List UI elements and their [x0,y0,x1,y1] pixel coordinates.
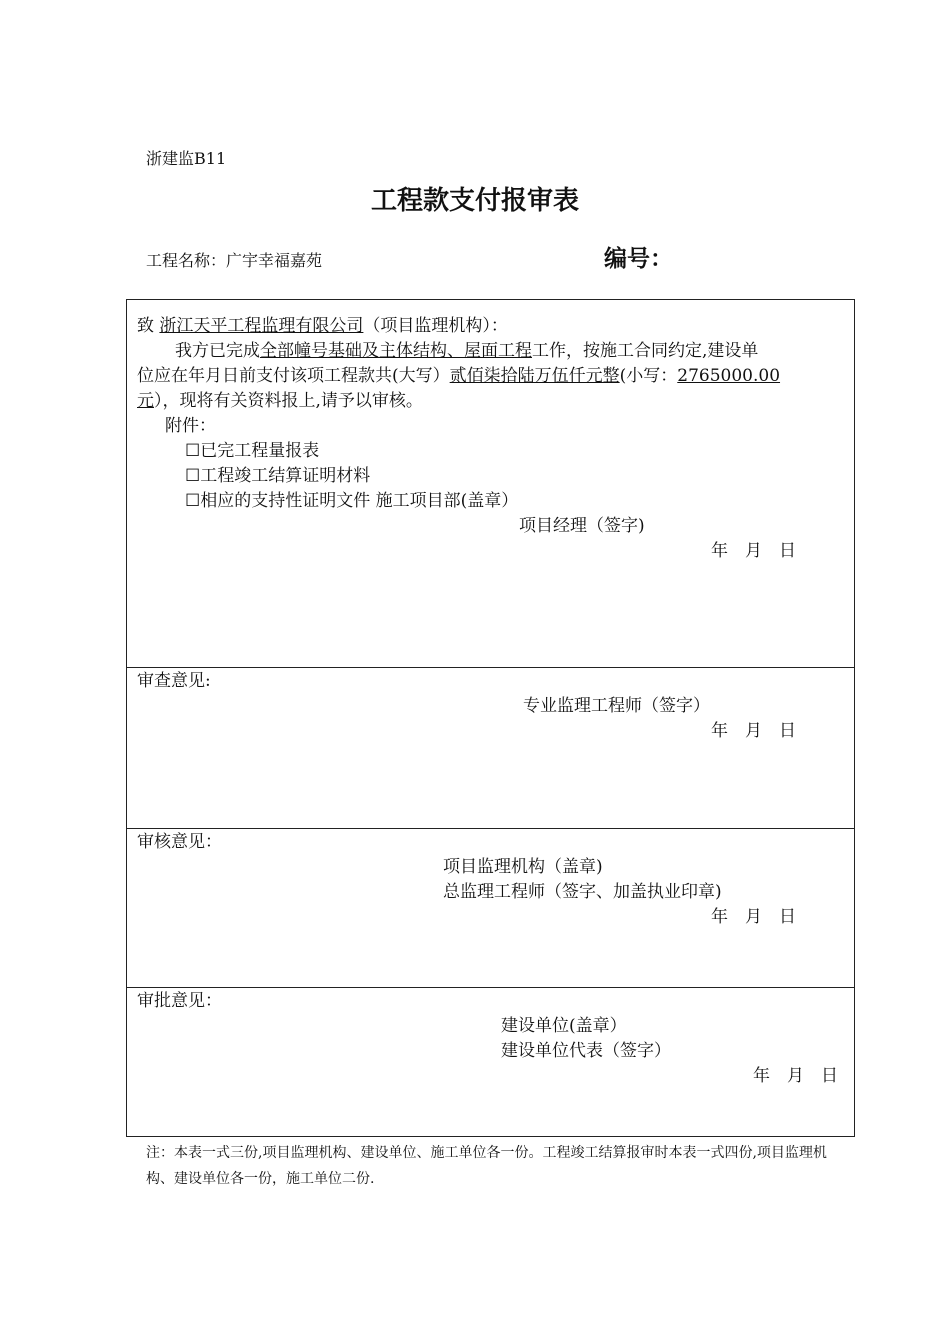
attachment-item: ☐相应的支持性证明文件 施工项目部(盖章） [185,491,519,511]
audit-org: 项目监理机构（盖章) [443,857,603,877]
project-name: 广宇幸福嘉苑 [226,251,323,270]
review-label: 审查意见: [137,671,211,691]
form-code: 浙建监B11 [146,149,227,168]
form-table [126,299,855,1137]
supervisor-company: 浙江天平工程监理有限公司 [159,316,364,336]
number-label: 编号： [604,246,673,272]
project-label: 工程名称： [146,251,227,270]
approval-org: 建设单位(盖章） [501,1016,627,1036]
attachment-item: ☐工程竣工结算证明材料 [185,466,371,486]
manager-signature: 项目经理（签字) [519,516,645,536]
work-scope: 全部幢号基础及主体结构、屋面工程 [260,341,532,361]
amount-number: 2765000.00 [677,366,781,386]
application-date: 年 月 日 [711,541,796,561]
attachments-label: 附件： [165,416,216,436]
line1-a: 我方已完成 [175,341,260,361]
supervisor-suffix: （项目监理机构）： [363,316,508,336]
to-prefix: 致 [137,316,154,336]
audit-signer: 总监理工程师（签字、加盖执业印章) [443,882,722,902]
body-line-2 [137,364,780,388]
line2-b: (小写： [619,366,678,386]
review-signer: 专业监理工程师（签字） [523,696,710,716]
attachment-item: ☐已完工程量报表 [185,441,320,461]
line2-a: 位应在年月日前支付该项工程款共(大写） [137,366,450,386]
approval-section [127,987,854,1138]
application-section [127,300,854,667]
project-name-field [146,248,322,271]
audit-label: 审核意见： [137,832,222,852]
footnote: 注：本表一式三份,项目监理机构、建设单位、施工单位各一份。工程竣工结算报审时本表一式四份,项目监理机构、建设单位各一份，施工单位二份. [146,1145,827,1187]
amount-unit: 元 [137,391,154,411]
audit-date: 年 月 日 [711,907,796,927]
body-line-1 [175,339,758,363]
page-title: 工程款支付报审表 [370,186,579,216]
addressee-line [137,314,508,338]
approval-label: 审批意见： [137,991,222,1011]
review-section [127,667,854,829]
amount-words: 贰佰柒拾陆万伍仟元整 [449,366,620,386]
review-date: 年 月 日 [711,721,796,741]
line3: ），现将有关资料报上,请予以审核。 [154,391,423,411]
approval-signer: 建设单位代表（签字） [501,1041,671,1061]
line1-b: 工作，按施工合同约定,建设单 [532,341,759,361]
approval-date: 年 月 日 [753,1066,838,1086]
body-line-3 [137,389,423,413]
audit-section [127,828,854,988]
